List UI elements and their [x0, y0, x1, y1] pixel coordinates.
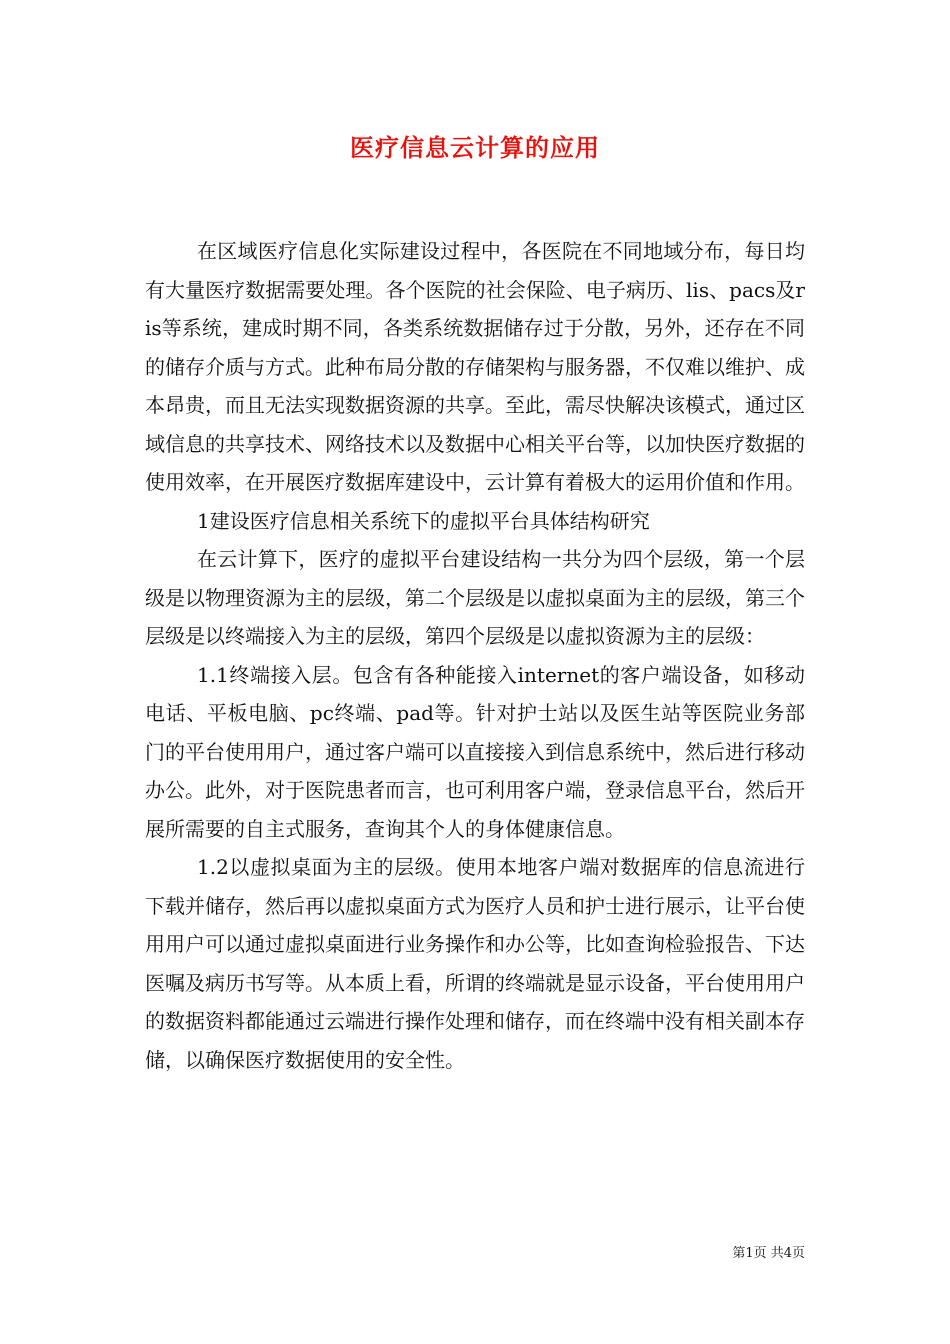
page-number: 第1页 共4页 — [732, 1246, 805, 1261]
document-title: 医疗信息云计算的应用 — [350, 134, 600, 162]
paragraph-structure: 在云计算下，医疗的虚拟平台建设结构一共分为四个层级，第一个层级是以物理资源为主的层级，第二个层级是以虚拟桌面为主的层级，第三个层级是以终端接入为主的层级，第四个层级是以虚拟资源为主的层级： — [145, 547, 805, 648]
paragraph-intro: 在区域医疗信息化实际建设过程中，各医院在不同地域分布，每日均有大量医疗数据需要处理。各个医院的社会保险、电子病历、lis、pacs及ris等系统，建成时期不同，各类系统数据储存过于分散，另外，还存在不同的储存介质与方式。此种布局分散的存储架构与服务器，不仅难以维护、成本昂贵，而且无法实现数据资源的共享。至此，需尽快解决该模式，通过区域信息的共享技术、网络技术以及数据中心相关平台等，以加快医疗数据的使用效率，在开展医疗数据库建设中，云计算有着极大的运用价值和作用。 — [145, 239, 805, 494]
paragraph-virtual-desktop-layer: 1.2以虚拟桌面为主的层级。使用本地客户端对数据库的信息流进行下载并储存，然后再以虚拟桌面方式为医疗人员和护士进行展示，让平台使用用户可以通过虚拟桌面进行业务操作和办公等，比如查询检验报告、下达医嘱及病历书写等。从本质上看，所谓的终端就是显示设备，平台使用用户的数据资料都能通过云端进行操作处理和储存，而在终端中没有相关副本存储，以确保医疗数据使用的安全性。 — [145, 855, 805, 1072]
section-heading-1: 1建设医疗信息相关系统下的虚拟平台具体结构研究 — [197, 508, 650, 533]
document-body — [145, 232, 805, 1079]
paragraph-terminal-layer: 1.1终端接入层。包含有各种能接入internet的客户端设备，如移动电话、平板电脑、pc终端、pad等。针对护士站以及医生站等医院业务部门的平台使用用户，通过客户端可以直接接入到信息系统中，然后进行移动办公。此外，对于医院患者而言，也可利用客户端，登录信息平台，然后开展所需要的自主式服务，查询其个人的身体健康信息。 — [145, 662, 805, 841]
